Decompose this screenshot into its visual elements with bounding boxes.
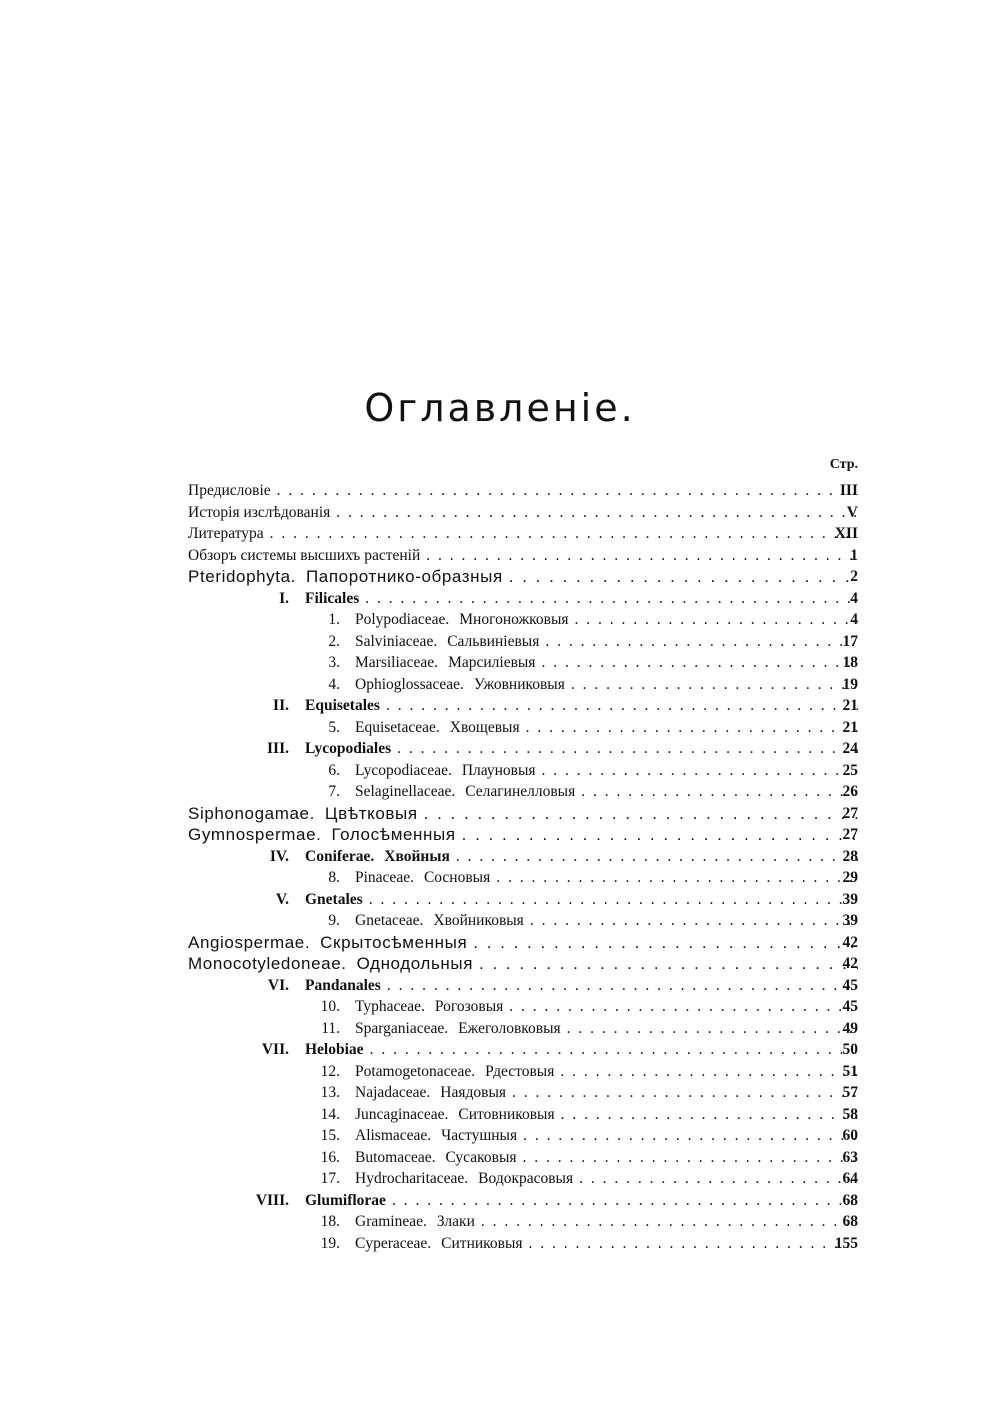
page-number: 25 — [842, 761, 858, 779]
entry-title — [355, 867, 858, 889]
entry-russian-name: Сусаковыя — [445, 1148, 517, 1166]
toc-entry — [0, 523, 1000, 545]
family-number: 9. — [328, 912, 340, 929]
order-roman-numeral: III. — [267, 740, 289, 757]
entry-russian-name: Селагинелловыя — [465, 783, 576, 800]
page-number: 58 — [842, 1105, 858, 1123]
entry-text — [188, 825, 462, 844]
entry-title — [305, 738, 858, 760]
entry-title — [355, 1233, 858, 1255]
page-number: 68 — [842, 1191, 858, 1209]
entry-title — [355, 781, 858, 803]
entry-title — [355, 1211, 858, 1233]
family-number: 19. — [320, 1234, 340, 1252]
toc-entry — [0, 803, 1000, 825]
entry-title — [355, 1147, 858, 1169]
entry-text — [188, 804, 424, 823]
family-number: 18. — [320, 1213, 340, 1230]
entry-latin-name: Cyperaceae. — [355, 1234, 432, 1252]
entry-text — [355, 1235, 529, 1252]
entry-text — [355, 1084, 512, 1101]
toc-entry — [0, 1125, 1000, 1147]
page-number: 60 — [842, 1127, 858, 1144]
entry-latin-name: Gnetaceae. — [355, 912, 424, 929]
page-column-header: Стр. — [829, 457, 858, 472]
entry-latin-name: Обзоръ системы высшихъ растеній — [188, 546, 421, 564]
entry-latin-name: Angiospermae. — [188, 932, 311, 952]
order-roman-numeral: V. — [275, 890, 289, 908]
page-number: 39 — [842, 890, 858, 908]
page-number: 49 — [842, 1019, 858, 1037]
entry-russian-name: Хвойныя — [384, 847, 450, 865]
entry-title — [188, 932, 858, 954]
entry-text — [188, 525, 270, 542]
table-of-contents — [0, 480, 1000, 1254]
order-roman-numeral: VII. — [261, 1041, 289, 1058]
page-number: 63 — [842, 1148, 858, 1166]
entry-latin-name: Coniferae. — [305, 847, 375, 865]
entry-russian-name: Папоротнико-образныя — [305, 567, 503, 586]
entry-text — [355, 762, 542, 779]
page-number: 17 — [842, 632, 858, 650]
entry-text — [355, 1106, 561, 1123]
family-number: 4. — [328, 675, 340, 693]
family-number: 17. — [320, 1170, 340, 1187]
toc-entry — [0, 824, 1000, 846]
entry-latin-name: Предисловіе — [188, 482, 271, 499]
page-number: 45 — [842, 998, 858, 1015]
entry-title — [355, 996, 858, 1018]
entry-latin-name: Siphonogamae. — [188, 803, 315, 823]
page-number: 50 — [842, 1041, 858, 1058]
entry-latin-name: Juncaginaceae. — [355, 1105, 449, 1123]
entry-russian-name: Ужовниковыя — [473, 675, 565, 693]
entry-latin-name: Ophioglossaceae. — [355, 675, 464, 693]
entry-russian-name: Водокрасовыя — [478, 1170, 574, 1187]
entry-latin-name: Pandanales — [305, 976, 381, 994]
entry-text — [305, 1192, 392, 1209]
family-number: 5. — [328, 718, 340, 736]
entry-russian-name: Цвѣтковыя — [324, 803, 418, 823]
family-number: 1. — [328, 611, 340, 628]
page-number: 21 — [842, 718, 858, 736]
toc-entry — [0, 1233, 1000, 1255]
entry-title — [305, 695, 858, 717]
entry-latin-name: Typhaceae. — [355, 998, 425, 1015]
entry-text — [355, 783, 581, 800]
entry-latin-name: Исторія изслѣдованія — [188, 503, 331, 521]
entry-text — [355, 1149, 523, 1166]
entry-title — [355, 1082, 858, 1104]
entry-russian-name: Злаки — [436, 1213, 475, 1230]
entry-title — [355, 717, 858, 739]
entry-latin-name: Najadaceae. — [355, 1084, 431, 1101]
family-number: 7. — [328, 783, 340, 800]
page-number: 2 — [850, 568, 858, 585]
entry-latin-name: Pteridophyta. — [188, 567, 296, 586]
entry-text — [355, 633, 545, 650]
page-number: 18 — [842, 654, 858, 671]
entry-text — [355, 869, 496, 886]
page-number: 155 — [834, 1234, 858, 1252]
entry-title — [305, 846, 858, 868]
entry-russian-name: Рогозовыя — [434, 998, 504, 1015]
entry-latin-name: Lycopodiaceae. — [355, 761, 452, 779]
entry-title — [188, 523, 858, 545]
entry-title — [355, 910, 858, 932]
toc-entry — [0, 953, 1000, 975]
toc-entry — [0, 1190, 1000, 1212]
entry-latin-name: Salviniaceae. — [355, 632, 438, 650]
entry-title — [355, 1125, 858, 1147]
entry-title — [355, 652, 858, 674]
toc-entry — [0, 1082, 1000, 1104]
entry-title — [355, 1168, 858, 1190]
page-number: 28 — [842, 847, 858, 865]
toc-entry — [0, 1104, 1000, 1126]
entry-latin-name: Selaginellaceae. — [355, 783, 456, 800]
entry-text — [188, 933, 473, 952]
page-number: III — [839, 482, 858, 499]
entry-latin-name: Potamogetonaceae. — [355, 1062, 476, 1080]
page-number: 39 — [842, 912, 858, 929]
entry-russian-name: Многоножковыя — [459, 611, 569, 628]
entry-text — [355, 676, 571, 693]
entry-text — [355, 1063, 560, 1080]
family-number: 10. — [320, 998, 340, 1015]
toc-entry — [0, 738, 1000, 760]
entry-russian-name: Марсиліевыя — [448, 654, 536, 671]
entry-russian-name: Ежеголовковыя — [458, 1019, 561, 1037]
entry-latin-name: Equisetaceae. — [355, 718, 440, 736]
toc-entry — [0, 975, 1000, 997]
entry-latin-name: Butomaceae. — [355, 1148, 436, 1166]
entry-text — [305, 590, 365, 607]
toc-entry — [0, 781, 1000, 803]
entry-title — [188, 803, 858, 825]
toc-entry — [0, 1168, 1000, 1190]
toc-entry — [0, 480, 1000, 502]
toc-entry — [0, 717, 1000, 739]
toc-entry — [0, 1061, 1000, 1083]
entry-title — [188, 566, 858, 588]
entry-latin-name: Pinaceae. — [355, 869, 414, 886]
entry-latin-name: Lycopodiales — [305, 740, 392, 757]
entry-title — [305, 889, 858, 911]
entry-text — [355, 1127, 523, 1144]
toc-entry — [0, 867, 1000, 889]
entry-latin-name: Gnetales — [305, 890, 363, 908]
family-number: 13. — [320, 1084, 340, 1101]
toc-entry — [0, 1018, 1000, 1040]
order-roman-numeral: I. — [279, 589, 289, 607]
toc-entry — [0, 760, 1000, 782]
entry-latin-name: Литература — [188, 525, 264, 542]
entry-russian-name: Однодольныя — [356, 954, 474, 973]
page-number: 42 — [842, 955, 858, 972]
page-number: 21 — [842, 697, 858, 714]
toc-entry — [0, 932, 1000, 954]
page-number: 57 — [842, 1084, 858, 1101]
family-number: 12. — [320, 1062, 340, 1080]
family-number: 14. — [320, 1105, 340, 1123]
toc-entry — [0, 631, 1000, 653]
entry-latin-name: Gymnospermae. — [188, 825, 322, 844]
entry-russian-name: Скрытосѣменныя — [320, 932, 468, 952]
entry-latin-name: Equisetales — [305, 697, 380, 714]
toc-entry — [0, 1211, 1000, 1233]
entry-russian-name: Сальвиніевыя — [447, 632, 540, 650]
page-number: 64 — [842, 1170, 858, 1187]
page-number: 19 — [842, 675, 858, 693]
entry-text — [305, 740, 397, 757]
entry-text — [188, 504, 336, 521]
entry-text — [305, 848, 456, 865]
entry-russian-name: Частушныя — [441, 1127, 518, 1144]
toc-entry — [0, 996, 1000, 1018]
entry-russian-name: Ситовниковыя — [458, 1105, 555, 1123]
toc-entry — [0, 566, 1000, 588]
entry-title — [188, 545, 858, 567]
entry-russian-name: Рдестовыя — [485, 1062, 555, 1080]
family-number: 2. — [328, 632, 340, 650]
page-number: 68 — [842, 1213, 858, 1230]
entry-text — [305, 1041, 370, 1058]
page-number: 29 — [842, 869, 858, 886]
entry-title — [305, 588, 858, 610]
entry-text — [355, 1170, 579, 1187]
page-number: 42 — [842, 933, 858, 951]
entry-latin-name: Monocotyledoneae. — [188, 954, 347, 973]
page-number: 4 — [850, 589, 858, 607]
entry-text — [305, 977, 387, 994]
entry-text — [188, 567, 509, 586]
entry-title — [355, 1104, 858, 1126]
toc-entry — [0, 1039, 1000, 1061]
page-number: 4 — [850, 611, 858, 628]
entry-russian-name: Хвойниковыя — [433, 912, 524, 929]
order-roman-numeral: II. — [273, 697, 289, 714]
entry-text — [355, 912, 530, 929]
entry-title — [305, 975, 858, 997]
page-number: 26 — [842, 783, 858, 800]
entry-title — [355, 1018, 858, 1040]
toc-entry — [0, 1147, 1000, 1169]
toc-entry — [0, 910, 1000, 932]
toc-entry — [0, 502, 1000, 524]
entry-title — [355, 674, 858, 696]
order-roman-numeral: VIII. — [255, 1191, 289, 1209]
family-number: 6. — [328, 761, 340, 779]
entry-latin-name: Helobiae — [305, 1041, 364, 1058]
entry-russian-name: Голосѣменныя — [331, 825, 456, 844]
entry-latin-name: Polypodiaceae. — [355, 611, 450, 628]
toc-entry — [0, 846, 1000, 868]
entry-text — [355, 611, 575, 628]
toc-entry — [0, 889, 1000, 911]
entry-title — [305, 1039, 858, 1061]
entry-text — [188, 954, 479, 973]
entry-text — [305, 891, 369, 908]
entry-text — [355, 998, 509, 1015]
toc-entry — [0, 674, 1000, 696]
entry-text — [188, 482, 277, 499]
page-number: 24 — [842, 740, 858, 757]
toc-entry — [0, 652, 1000, 674]
family-number: 15. — [320, 1127, 340, 1144]
entry-title — [305, 1190, 858, 1212]
entry-title — [355, 1061, 858, 1083]
entry-title — [355, 760, 858, 782]
page-number: 45 — [842, 976, 858, 994]
entry-title — [355, 609, 858, 631]
entry-text — [355, 1020, 567, 1037]
family-number: 16. — [320, 1148, 340, 1166]
entry-title — [188, 824, 858, 846]
order-roman-numeral: IV. — [269, 847, 289, 865]
page-number: V — [846, 503, 858, 521]
toc-entry — [0, 695, 1000, 717]
entry-latin-name: Gramineae. — [355, 1213, 427, 1230]
page-number: XII — [834, 525, 858, 542]
entry-russian-name: Сосновыя — [423, 869, 491, 886]
entry-title — [188, 953, 858, 975]
entry-latin-name: Marsiliaceae. — [355, 654, 439, 671]
toc-entry — [0, 545, 1000, 567]
entry-title — [188, 502, 858, 524]
entry-latin-name: Alismaceae. — [355, 1127, 432, 1144]
entry-latin-name: Hydrocharitaceae. — [355, 1170, 469, 1187]
page-number: 1 — [850, 546, 858, 564]
entry-russian-name: Ситниковыя — [441, 1234, 523, 1252]
entry-latin-name: Glumiflorae — [305, 1191, 386, 1209]
entry-text — [355, 719, 526, 736]
toc-entry — [0, 588, 1000, 610]
page-number: 27 — [842, 804, 858, 822]
entry-title — [188, 480, 858, 502]
entry-text — [305, 697, 386, 714]
entry-russian-name: Наядовыя — [440, 1084, 506, 1101]
toc-entry — [0, 609, 1000, 631]
page-number: 27 — [842, 826, 858, 843]
entry-text — [188, 547, 426, 564]
family-number: 3. — [328, 654, 340, 671]
family-number: 11. — [321, 1019, 340, 1037]
entry-latin-name: Filicales — [305, 589, 360, 607]
entry-text — [355, 654, 541, 671]
family-number: 8. — [328, 869, 340, 886]
entry-text — [355, 1213, 481, 1230]
entry-russian-name: Хвощевыя — [449, 718, 520, 736]
entry-russian-name: Плауновыя — [461, 761, 536, 779]
entry-title — [355, 631, 858, 653]
page-title: Оглавленіе. — [364, 386, 636, 430]
order-roman-numeral: VI. — [267, 976, 289, 994]
page-number: 51 — [842, 1062, 858, 1080]
entry-latin-name: Sparganiaceae. — [355, 1019, 449, 1037]
